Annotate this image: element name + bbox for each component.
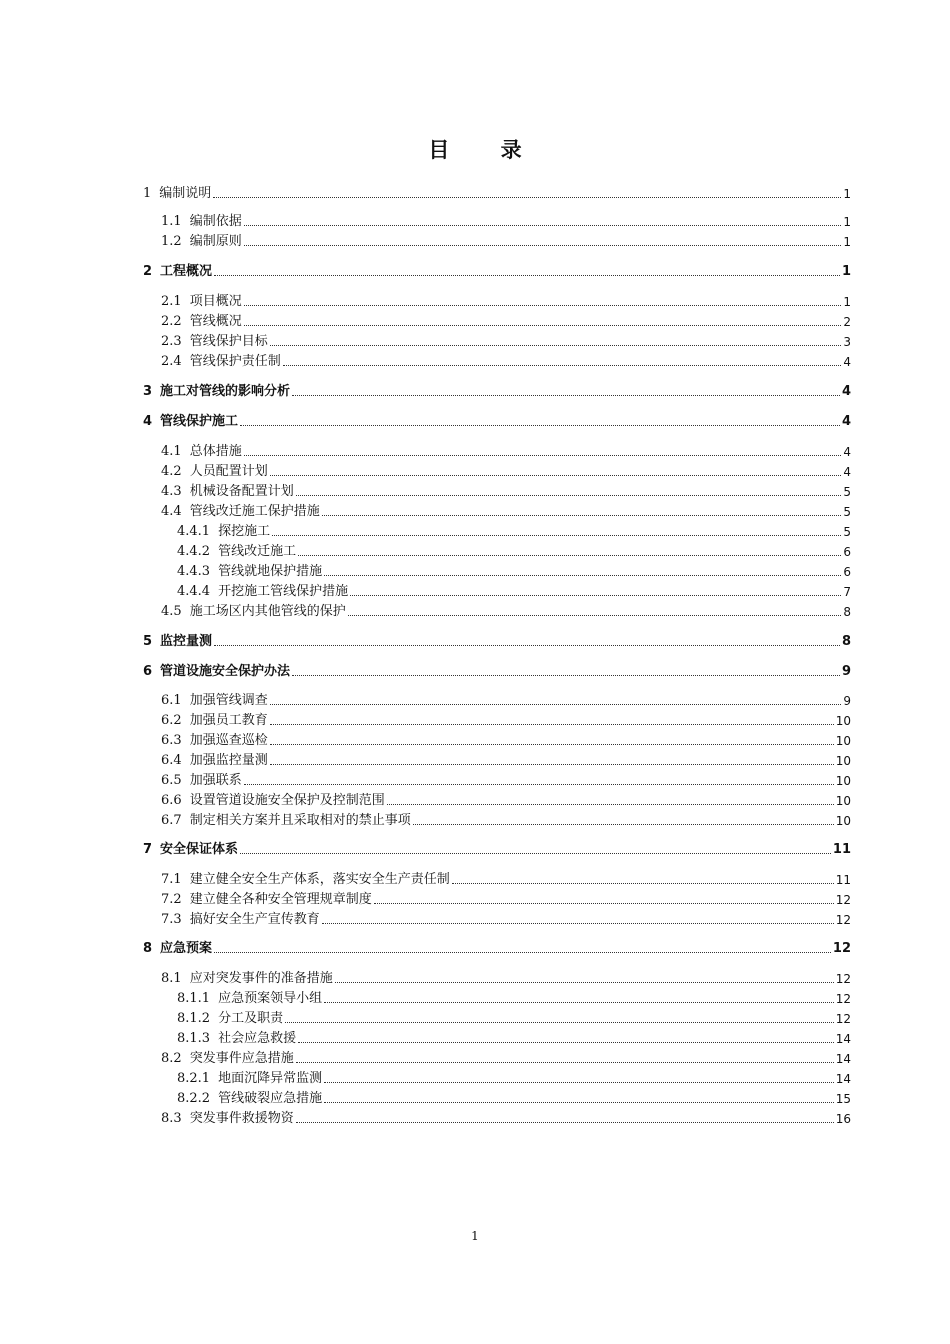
toc-entry-number: 8.1.3 [177,1031,211,1046]
toc-leader-dots [244,784,834,785]
toc-entry-page: 8 [843,605,851,619]
toc-entry-number: 6.1 [161,693,182,708]
toc-leader-dots [213,197,841,198]
toc-entry-page: 4 [841,414,851,429]
toc-entry-title: 设置管道设施安全保护及控制范围 [189,793,385,808]
toc-leader-dots [270,744,834,745]
toc-entry-title: 建立健全各种安全管理规章制度 [189,892,372,907]
toc-entry-title: 管线概况 [189,314,242,329]
toc-leader-dots [292,675,840,676]
toc-entry-title: 施工对管线的影响分析 [160,384,291,399]
toc-entry[interactable] [143,350,851,370]
toc-leader-dots [374,903,834,904]
toc-entry-title: 项目概况 [189,294,242,309]
toc-entry-page: 1 [843,295,851,309]
toc-entry[interactable] [143,868,851,888]
toc-entry-page: 9 [841,664,851,679]
toc-entry[interactable] [143,540,851,560]
toc-entry-number: 8.3 [161,1111,182,1126]
toc-leader-dots [244,225,842,226]
toc-entry-page: 5 [843,505,851,519]
toc-entry-page: 14 [835,1072,851,1086]
toc-leader-dots [270,764,834,765]
toc-entry-title: 应急预案领导小组 [218,991,323,1006]
toc-entry-title: 地面沉降异常监测 [218,1071,323,1086]
toc-entry-number: 7.3 [161,912,182,927]
toc-entry-title: 加强员工教育 [189,713,268,728]
toc-entry[interactable] [143,520,851,540]
toc-leader-dots [324,1002,834,1003]
toc-leader-dots [350,595,841,596]
toc-entry-title: 开挖施工管线保护措施 [218,584,349,599]
toc-entry-title: 建立健全安全生产体系，落实安全生产责任制 [189,872,450,887]
toc-entry[interactable] [143,260,851,280]
toc-entry-page: 12 [835,893,851,907]
toc-leader-dots [322,923,834,924]
toc-entry[interactable] [143,182,851,202]
toc-entry-title: 管线保护责任制 [189,354,281,369]
toc-entry-page: 10 [835,754,851,768]
toc-leader-dots [214,645,840,646]
toc-entry-number: 5 [143,634,153,649]
toc-entry-number: 1.2 [161,234,182,249]
toc-entry[interactable] [143,330,851,350]
toc-leader-dots [214,952,831,953]
toc-entry-title: 施工场区内其他管线的保护 [189,604,346,619]
toc-entry-title: 管线改迁施工保护措施 [189,504,320,519]
toc-entry-title: 编制依据 [189,214,242,229]
toc-entry-page: 10 [835,774,851,788]
toc-entry[interactable] [143,838,851,858]
toc-entry-number: 4.1 [161,444,182,459]
toc-entry-number: 4.4 [161,504,182,519]
toc-entry-title: 突发事件救援物资 [189,1111,294,1126]
toc-entry-number: 8.1.1 [177,991,211,1006]
toc-entry-number: 7 [143,842,153,857]
toc-entry-number: 4 [143,414,153,429]
toc-entry-page: 4 [843,445,851,459]
toc-entry-title: 工程概况 [160,264,213,279]
toc-entry[interactable] [143,630,851,650]
toc-entry-title: 编制说明 [159,186,212,201]
toc-entry[interactable] [143,500,851,520]
toc-leader-dots [296,1062,834,1063]
toc-entry-title: 应急预案 [160,941,213,956]
page-number: 1 [471,1229,479,1243]
toc-entry-page: 1 [843,187,851,201]
toc-entry[interactable] [143,560,851,580]
toc-entry[interactable] [143,580,851,600]
toc-leader-dots [298,555,841,556]
toc-entry-number: 6.7 [161,813,182,828]
toc-entry[interactable] [143,749,851,769]
toc-entry-title: 加强管线调查 [189,693,268,708]
toc-entry-number: 4.2 [161,464,182,479]
toc-entry-number: 8.2 [161,1051,182,1066]
toc-entry-page: 14 [835,1052,851,1066]
toc-leader-dots [272,535,841,536]
toc-entry-number: 4.4.1 [177,524,211,539]
toc-entry-title: 制定相关方案并且采取相对的禁止事项 [189,813,411,828]
toc-entry-page: 5 [843,485,851,499]
toc-entry-page: 5 [843,525,851,539]
toc-entry[interactable] [143,1047,851,1067]
toc-leader-dots [214,275,840,276]
toc-entry-number: 8 [143,941,153,956]
toc-leader-dots [296,495,842,496]
toc-entry-title: 管线保护施工 [160,414,239,429]
toc-entry[interactable] [143,769,851,789]
toc-entry-number: 3 [143,384,153,399]
toc-entry-number: 8.2.2 [177,1091,211,1106]
toc-entry[interactable] [143,600,851,620]
toc-entry[interactable] [143,789,851,809]
toc-entry-page: 11 [832,842,851,857]
toc-entry[interactable] [143,937,851,957]
toc-entry-page: 12 [835,992,851,1006]
toc-leader-dots [324,575,841,576]
toc-entry[interactable] [143,460,851,480]
toc-entry-title: 管线保护目标 [189,334,268,349]
toc-entry-page: 6 [843,565,851,579]
toc-entry-number: 2.3 [161,334,182,349]
toc-entry-number: 7.1 [161,872,182,887]
toc-leader-dots [244,325,842,326]
toc-leader-dots [298,1042,834,1043]
toc-entry-page: 12 [835,913,851,927]
toc-entry[interactable] [143,729,851,749]
toc-entry-title: 加强巡查巡检 [189,733,268,748]
toc-entry[interactable] [143,809,851,829]
toc-entry-number: 1.1 [161,214,182,229]
toc-entry-title: 人员配置计划 [189,464,268,479]
toc-entry[interactable] [143,310,851,330]
toc-entry-number: 2.1 [161,294,182,309]
toc-entry-number: 1 [143,186,152,201]
toc-entry-title: 社会应急救援 [218,1031,297,1046]
toc-leader-dots [296,1122,834,1123]
toc-leader-dots [335,982,834,983]
toc-entry-page: 8 [841,634,851,649]
toc-entry[interactable] [143,410,851,430]
toc-leader-dots [244,245,842,246]
toc-entry-page: 6 [843,545,851,559]
toc-entry-number: 2 [143,264,153,279]
toc-entry-title: 分工及职责 [218,1011,284,1026]
toc-entry-page: 3 [843,335,851,349]
toc-entry[interactable] [143,987,851,1007]
toc-entry[interactable] [143,967,851,987]
toc-entry-page: 16 [835,1112,851,1126]
toc-leader-dots [240,425,840,426]
toc-entry-title: 应对突发事件的准备措施 [189,971,333,986]
toc-entry-number: 6.3 [161,733,182,748]
toc-entry-number: 2.4 [161,354,182,369]
toc-entry-number: 4.3 [161,484,182,499]
toc-entry[interactable] [143,380,851,400]
toc-entry[interactable] [143,440,851,460]
toc-leader-dots [285,1022,834,1023]
toc-entry-page: 7 [843,585,851,599]
toc-entry-title: 管线破裂应急措施 [218,1091,323,1106]
toc-entry[interactable] [143,230,851,250]
toc-entry-page: 4 [841,384,851,399]
toc-entry[interactable] [143,1067,851,1087]
toc-entry-title: 机械设备配置计划 [189,484,294,499]
toc-entry-title: 总体措施 [189,444,242,459]
toc-entry-page: 10 [835,734,851,748]
toc-title: 目 录 [428,137,544,162]
toc-entry-title: 加强监控量测 [189,753,268,768]
toc-entry-page: 14 [835,1032,851,1046]
toc-entry[interactable] [143,888,851,908]
toc-entry-page: 1 [843,235,851,249]
toc-leader-dots [387,804,834,805]
toc-entry-page: 12 [835,1012,851,1026]
toc-leader-dots [292,395,840,396]
toc-entry-page: 12 [835,972,851,986]
toc-entry-number: 7.2 [161,892,182,907]
toc-entry-title: 安全保证体系 [160,842,239,857]
toc-entry-page: 4 [843,355,851,369]
toc-entry-title: 突发事件应急措施 [189,1051,294,1066]
toc-leader-dots [270,345,842,346]
toc-entry-page: 11 [835,873,851,887]
toc-entry-page: 9 [843,694,851,708]
toc-leader-dots [452,883,834,884]
toc-leader-dots [270,475,842,476]
toc-entry[interactable] [143,1007,851,1027]
toc-entry-page: 4 [843,465,851,479]
toc-entry-number: 4.4.3 [177,564,211,579]
toc-leader-dots [324,1082,834,1083]
toc-entry[interactable] [143,210,851,230]
toc-entry-number: 8.2.1 [177,1071,211,1086]
toc-entry-number: 6.2 [161,713,182,728]
toc-entry-page: 10 [835,714,851,728]
toc-leader-dots [413,824,834,825]
toc-leader-dots [322,515,842,516]
toc-entry-title: 加强联系 [189,773,242,788]
toc-entry[interactable] [143,908,851,928]
toc-entry-page: 15 [835,1092,851,1106]
toc-entry[interactable] [143,1027,851,1047]
toc-entry-page: 1 [841,264,851,279]
toc-entry-number: 4.5 [161,604,182,619]
toc-leader-dots [324,1102,834,1103]
toc-entry-title: 管线改迁施工 [218,544,297,559]
toc-entry-number: 8.1 [161,971,182,986]
toc-entry-title: 监控量测 [160,634,213,649]
toc-entry[interactable] [143,290,851,310]
toc-leader-dots [270,724,834,725]
toc-entry-number: 4.4.4 [177,584,211,599]
toc-entry-number: 6 [143,664,153,679]
toc-entry-title: 探挖施工 [218,524,271,539]
toc-entry-page: 10 [835,794,851,808]
toc-entry-page: 1 [843,215,851,229]
toc-entry-title: 编制原则 [189,234,242,249]
toc-leader-dots [240,853,831,854]
toc-entry[interactable] [143,1107,851,1127]
toc-entry-number: 6.5 [161,773,182,788]
toc-entry-page: 12 [832,941,851,956]
toc-leader-dots [244,455,842,456]
toc-leader-dots [348,615,842,616]
toc-entry[interactable] [143,689,851,709]
toc-entry[interactable] [143,709,851,729]
toc-entry-title: 管线就地保护措施 [218,564,323,579]
toc-entry-number: 6.4 [161,753,182,768]
toc-leader-dots [283,365,842,366]
toc-leader-dots [270,704,842,705]
toc-entry-number: 6.6 [161,793,182,808]
toc-entry-title: 管道设施安全保护办法 [160,664,291,679]
toc-entry[interactable] [143,660,851,680]
toc-entry-number: 2.2 [161,314,182,329]
toc-entry-number: 8.1.2 [177,1011,211,1026]
toc-leader-dots [244,305,842,306]
toc-entry-number: 4.4.2 [177,544,211,559]
toc-entry-page: 2 [843,315,851,329]
toc-entry-page: 10 [835,814,851,828]
toc-entry[interactable] [143,480,851,500]
toc-entry[interactable] [143,1087,851,1107]
toc-entry-title: 搞好安全生产宣传教育 [189,912,320,927]
